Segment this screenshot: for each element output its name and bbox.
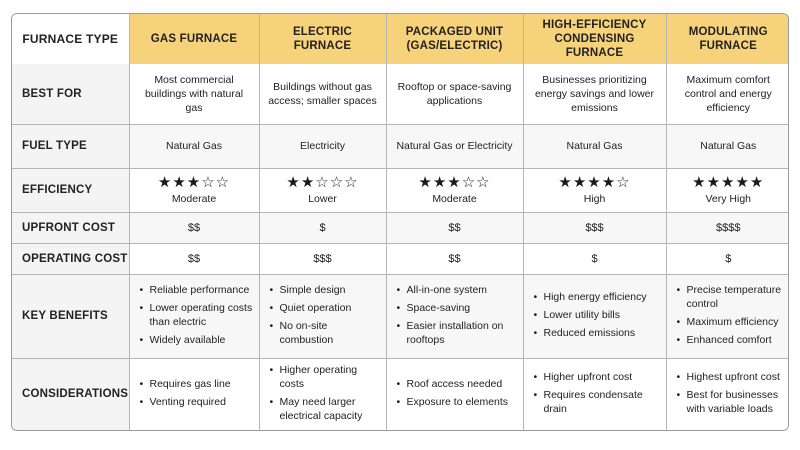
star-rating-icon: ★★☆☆☆ bbox=[286, 174, 359, 191]
row-label-upfront-cost: UPFRONT COST bbox=[12, 212, 129, 243]
cell-upfront-packaged: $$ bbox=[386, 212, 523, 243]
benefits-list bbox=[530, 290, 660, 340]
list-item: • No on-site combustion bbox=[270, 319, 380, 347]
cell-fuel-electric: Electricity bbox=[259, 124, 386, 168]
list-item: • Reliable performance bbox=[140, 283, 253, 297]
considerations-list bbox=[673, 370, 785, 416]
cell-benefits-gas bbox=[129, 274, 259, 358]
cell-best-for-condensing: Businesses prioritizing energy savings and lower emissions bbox=[523, 64, 666, 124]
list-item: • Simple design bbox=[270, 283, 380, 297]
cell-benefits-condensing bbox=[523, 274, 666, 358]
star-rating-icon: ★★★☆☆ bbox=[418, 174, 491, 191]
list-item: • Reduced emissions bbox=[534, 326, 660, 340]
list-item: • Lower operating costs than electric bbox=[140, 301, 253, 329]
cell-efficiency-packaged bbox=[386, 168, 523, 212]
cell-fuel-condensing: Natural Gas bbox=[523, 124, 666, 168]
cell-best-for-modulating: Maximum comfort control and energy efficiency bbox=[666, 64, 789, 124]
cell-efficiency-modulating bbox=[666, 168, 789, 212]
column-header-high-efficiency-condensing: HIGH-EFFICIENCY CONDENSING FURNACE bbox=[523, 14, 666, 64]
row-key-benefits bbox=[12, 274, 789, 358]
list-item: • Highest upfront cost bbox=[677, 370, 785, 384]
cell-operating-gas: $$ bbox=[129, 243, 259, 274]
list-item: • Quiet operation bbox=[270, 301, 380, 315]
list-item: • Requires gas line bbox=[140, 377, 253, 391]
cell-considerations-packaged bbox=[386, 358, 523, 430]
row-operating-cost bbox=[12, 243, 789, 274]
row-label-efficiency: EFFICIENCY bbox=[12, 168, 129, 212]
benefits-list bbox=[266, 283, 380, 347]
cell-fuel-modulating: Natural Gas bbox=[666, 124, 789, 168]
column-header-electric-furnace: ELECTRIC FURNACE bbox=[259, 14, 386, 64]
cell-best-for-electric: Buildings without gas access; smaller spaces bbox=[259, 64, 386, 124]
star-rating-icon: ★★★★★ bbox=[692, 174, 765, 191]
list-item: • High energy efficiency bbox=[534, 290, 660, 304]
cell-benefits-modulating bbox=[666, 274, 789, 358]
list-item: • Space-saving bbox=[397, 301, 517, 315]
benefits-list bbox=[673, 283, 785, 347]
list-item: • Venting required bbox=[140, 395, 253, 409]
corner-header: FURNACE TYPE bbox=[12, 14, 129, 64]
cell-operating-condensing: $ bbox=[523, 243, 666, 274]
row-fuel-type bbox=[12, 124, 789, 168]
row-label-fuel-type: FUEL TYPE bbox=[12, 124, 129, 168]
considerations-list bbox=[530, 370, 660, 416]
cell-upfront-electric: $ bbox=[259, 212, 386, 243]
cell-best-for-packaged: Rooftop or space-saving applications bbox=[386, 64, 523, 124]
efficiency-label: High bbox=[583, 193, 606, 205]
list-item: • Lower utility bills bbox=[534, 308, 660, 322]
cell-operating-electric: $$$ bbox=[259, 243, 386, 274]
cell-operating-packaged: $$ bbox=[386, 243, 523, 274]
efficiency-label: Lower bbox=[308, 193, 337, 205]
considerations-list bbox=[393, 377, 517, 409]
benefits-list bbox=[393, 283, 517, 347]
cell-upfront-modulating: $$$$ bbox=[666, 212, 789, 243]
row-label-considerations: CONSIDERATIONS bbox=[12, 358, 129, 430]
cell-best-for-gas: Most commercial buildings with natural gas bbox=[129, 64, 259, 124]
cell-efficiency-condensing bbox=[523, 168, 666, 212]
cell-fuel-packaged: Natural Gas or Electricity bbox=[386, 124, 523, 168]
header-row bbox=[12, 14, 789, 64]
considerations-list bbox=[266, 363, 380, 423]
list-item: • Precise temperature control bbox=[677, 283, 785, 311]
list-item: • Higher upfront cost bbox=[534, 370, 660, 384]
cell-efficiency-electric bbox=[259, 168, 386, 212]
list-item: • Enhanced comfort bbox=[677, 333, 785, 347]
furnace-comparison-table bbox=[11, 13, 789, 431]
column-header-gas-furnace: GAS FURNACE bbox=[129, 14, 259, 64]
cell-operating-modulating: $ bbox=[666, 243, 789, 274]
cell-upfront-gas: $$ bbox=[129, 212, 259, 243]
considerations-list bbox=[136, 377, 253, 409]
list-item: • Higher operating costs bbox=[270, 363, 380, 391]
cell-benefits-packaged bbox=[386, 274, 523, 358]
row-upfront-cost bbox=[12, 212, 789, 243]
list-item: • Easier installation on rooftops bbox=[397, 319, 517, 347]
efficiency-label: Moderate bbox=[171, 193, 217, 205]
cell-upfront-condensing: $$$ bbox=[523, 212, 666, 243]
cell-considerations-modulating bbox=[666, 358, 789, 430]
list-item: • Roof access needed bbox=[397, 377, 517, 391]
efficiency-label: Moderate bbox=[432, 193, 477, 205]
row-label-operating-cost: OPERATING COST bbox=[12, 243, 129, 274]
efficiency-label: Very High bbox=[705, 193, 752, 205]
cell-considerations-gas bbox=[129, 358, 259, 430]
list-item: • Best for businesses with variable loads bbox=[677, 388, 785, 416]
star-rating-icon: ★★★☆☆ bbox=[157, 174, 231, 191]
list-item: • Requires condensate drain bbox=[534, 388, 660, 416]
cell-fuel-gas: Natural Gas bbox=[129, 124, 259, 168]
list-item: • Maximum efficiency bbox=[677, 315, 785, 329]
row-considerations bbox=[12, 358, 789, 430]
row-label-best-for: BEST FOR bbox=[12, 64, 129, 124]
cell-efficiency-gas bbox=[129, 168, 259, 212]
cell-considerations-condensing bbox=[523, 358, 666, 430]
row-best-for bbox=[12, 64, 789, 124]
cell-considerations-electric bbox=[259, 358, 386, 430]
list-item: • Exposure to elements bbox=[397, 395, 517, 409]
star-rating-icon: ★★★★☆ bbox=[558, 174, 631, 191]
column-header-modulating-furnace: MODULATING FURNACE bbox=[666, 14, 789, 64]
row-efficiency bbox=[12, 168, 789, 212]
list-item: • Widely available bbox=[140, 333, 253, 347]
list-item: • May need larger electrical capacity bbox=[270, 395, 380, 423]
row-label-key-benefits: KEY BENEFITS bbox=[12, 274, 129, 358]
cell-benefits-electric bbox=[259, 274, 386, 358]
benefits-list bbox=[136, 283, 253, 347]
column-header-packaged-unit: PACKAGED UNIT (GAS/ELECTRIC) bbox=[386, 14, 523, 64]
list-item: • All-in-one system bbox=[397, 283, 517, 297]
